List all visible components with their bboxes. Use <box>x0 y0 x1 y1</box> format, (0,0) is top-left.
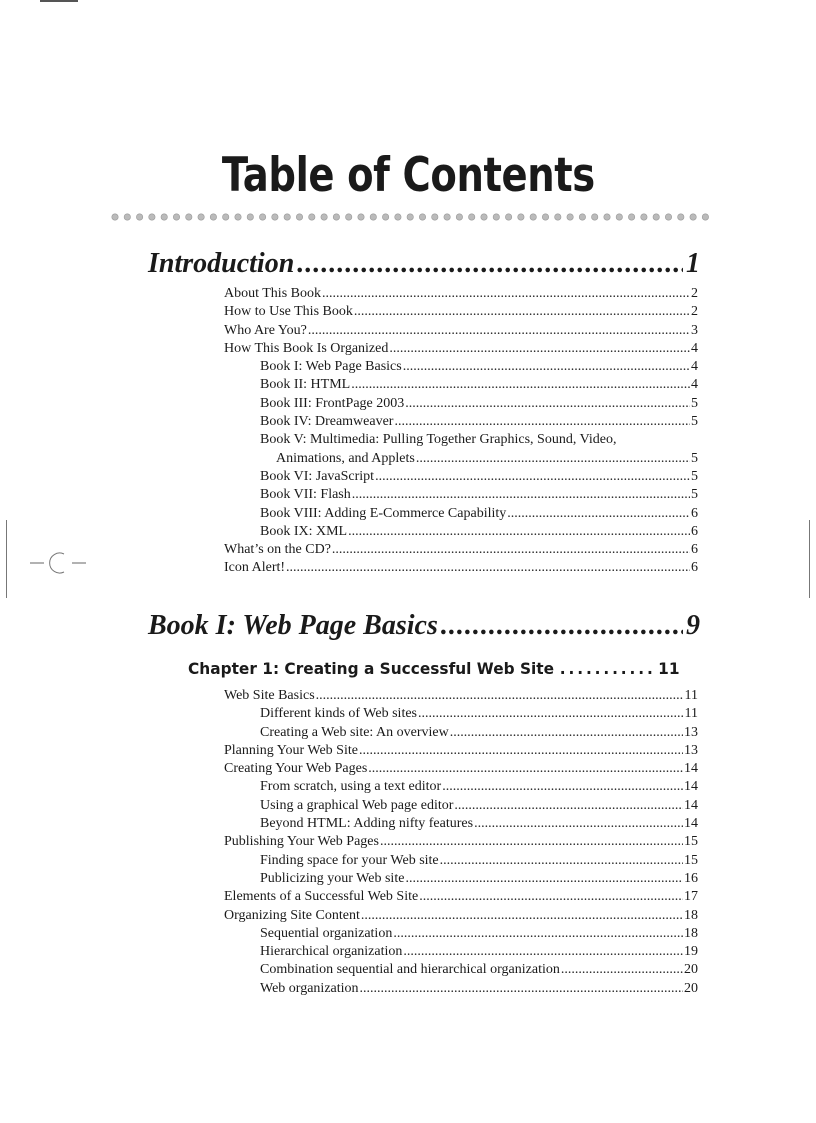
divider-dot <box>407 214 413 220</box>
divider-dot <box>247 214 253 220</box>
toc-subentry[interactable]: Combination sequential and hierarchical organization ..... 20 <box>260 961 698 979</box>
toc-subentry[interactable]: Book VIII: Adding E-Commerce Capability ..... 6 <box>260 505 698 523</box>
divider-dot <box>604 214 610 220</box>
chapter-heading[interactable] <box>188 659 680 678</box>
toc-subentry[interactable]: From scratch, using a text editor ..... 14 <box>260 778 698 796</box>
part-heading-introduction[interactable] <box>148 248 700 280</box>
divider-dot <box>198 214 204 220</box>
divider-dot <box>112 214 118 220</box>
divider-dot <box>321 214 327 220</box>
divider-dot <box>432 214 438 220</box>
divider-dot <box>419 214 425 220</box>
dot-leader <box>297 248 683 280</box>
divider-dot <box>161 214 167 220</box>
divider-dot <box>628 214 634 220</box>
divider-dot <box>333 214 339 220</box>
toc-entry[interactable]: About This Book ..... 2 <box>224 285 698 303</box>
divider-dot <box>579 214 585 220</box>
toc-subentry[interactable]: Book V: Multimedia: Pulling Together Graphics, Sound, Video, <box>260 432 617 448</box>
toc-entry[interactable]: What’s on the CD? ..... 6 <box>224 541 698 559</box>
toc-subentry[interactable]: Using a graphical Web page editor ..... 14 <box>260 797 698 815</box>
dot-leader <box>560 659 653 678</box>
toc-subentry-continued[interactable]: Animations, and Applets ..... 5 <box>276 450 698 468</box>
toc-subentry[interactable]: Hierarchical organization ..... 19 <box>260 943 698 961</box>
divider-dot <box>530 214 536 220</box>
divider-dot <box>210 214 216 220</box>
toc-entry[interactable]: Creating Your Web Pages ..... 14 <box>224 760 698 778</box>
toc-entry[interactable]: Planning Your Web Site ..... 13 <box>224 742 698 760</box>
divider-dot <box>259 214 265 220</box>
divider-dot <box>149 214 155 220</box>
toc-entry[interactable]: Elements of a Successful Web Site ..... 17 <box>224 888 698 906</box>
divider-dot <box>382 214 388 220</box>
divider-dot <box>518 214 524 220</box>
divider-dot <box>493 214 499 220</box>
divider-dot <box>481 214 487 220</box>
toc-subentry[interactable]: Creating a Web site: An overview ..... 13 <box>260 724 698 742</box>
toc-subentry[interactable]: Sequential organization ..... 18 <box>260 925 698 943</box>
divider-dot <box>395 214 401 220</box>
divider-dot <box>641 214 647 220</box>
divider-dot <box>124 214 130 220</box>
intro-entries <box>0 285 816 578</box>
chapter-title: Chapter 1: Creating a Successful Web Site <box>188 659 555 678</box>
part-title: Introduction <box>148 248 295 279</box>
toc-entry[interactable]: How to Use This Book ..... 2 <box>224 303 698 321</box>
divider-dot <box>555 214 561 220</box>
toc-subentry[interactable]: Different kinds of Web sites ..... 11 <box>260 705 698 723</box>
crop-mark <box>40 0 78 2</box>
toc-entry[interactable]: Publishing Your Web Pages ..... 15 <box>224 833 698 851</box>
toc-entry[interactable]: How This Book Is Organized ..... 4 <box>224 340 698 358</box>
toc-subentry[interactable]: Book III: FrontPage 2003 ..... 5 <box>260 395 698 413</box>
divider-dot <box>223 214 229 220</box>
toc-subentry[interactable]: Finding space for your Web site ..... 15 <box>260 852 698 870</box>
part-heading-book-1[interactable] <box>148 610 700 642</box>
toc-subentry[interactable]: Book VI: JavaScript ..... 5 <box>260 468 698 486</box>
toc-entry[interactable]: Web Site Basics ..... 11 <box>224 687 698 705</box>
divider-dot <box>542 214 548 220</box>
toc-subentry[interactable]: Book IX: XML ..... 6 <box>260 523 698 541</box>
chapter-page-number: 11 <box>658 659 680 678</box>
divider-dot <box>444 214 450 220</box>
divider-dot <box>370 214 376 220</box>
divider-dot <box>653 214 659 220</box>
divider-dot <box>616 214 622 220</box>
divider-dot <box>235 214 241 220</box>
divider-dot <box>505 214 511 220</box>
toc-subentry[interactable]: Book I: Web Page Basics ..... 4 <box>260 358 698 376</box>
divider-dot <box>284 214 290 220</box>
dot-leader <box>441 610 683 642</box>
toc-subentry[interactable]: Book II: HTML ..... 4 <box>260 376 698 394</box>
dotted-divider <box>110 210 710 224</box>
divider-dot <box>296 214 302 220</box>
divider-dot <box>358 214 364 220</box>
part-page-number: 1 <box>686 248 700 279</box>
divider-dot <box>309 214 315 220</box>
divider-dot <box>592 214 598 220</box>
part-title: Book I: Web Page Basics <box>148 610 438 641</box>
divider-dot <box>173 214 179 220</box>
page-title: Table of Contents <box>221 148 595 203</box>
toc-subentry[interactable]: Publicizing your Web site ..... 16 <box>260 870 698 888</box>
divider-dot <box>665 214 671 220</box>
divider-dot <box>186 214 192 220</box>
divider-dot <box>456 214 462 220</box>
divider-dot <box>346 214 352 220</box>
divider-dot <box>690 214 696 220</box>
toc-subentry[interactable]: Beyond HTML: Adding nifty features ..... 14 <box>260 815 698 833</box>
toc-entry[interactable]: Icon Alert! ..... 6 <box>224 559 698 577</box>
divider-dot <box>702 214 708 220</box>
chapter-1-entries <box>0 687 816 998</box>
divider-dot <box>567 214 573 220</box>
divider-dot <box>678 214 684 220</box>
divider-dot <box>469 214 475 220</box>
toc-subentry[interactable]: Book VII: Flash ..... 5 <box>260 486 698 504</box>
toc-subentry[interactable]: Web organization ..... 20 <box>260 980 698 998</box>
part-page-number: 9 <box>686 610 700 641</box>
toc-subentry[interactable]: Book IV: Dreamweaver ..... 5 <box>260 413 698 431</box>
toc-entry[interactable]: Who Are You? ..... 3 <box>224 322 698 340</box>
divider-dot <box>136 214 142 220</box>
divider-dot <box>272 214 278 220</box>
toc-entry[interactable]: Organizing Site Content ..... 18 <box>224 907 698 925</box>
